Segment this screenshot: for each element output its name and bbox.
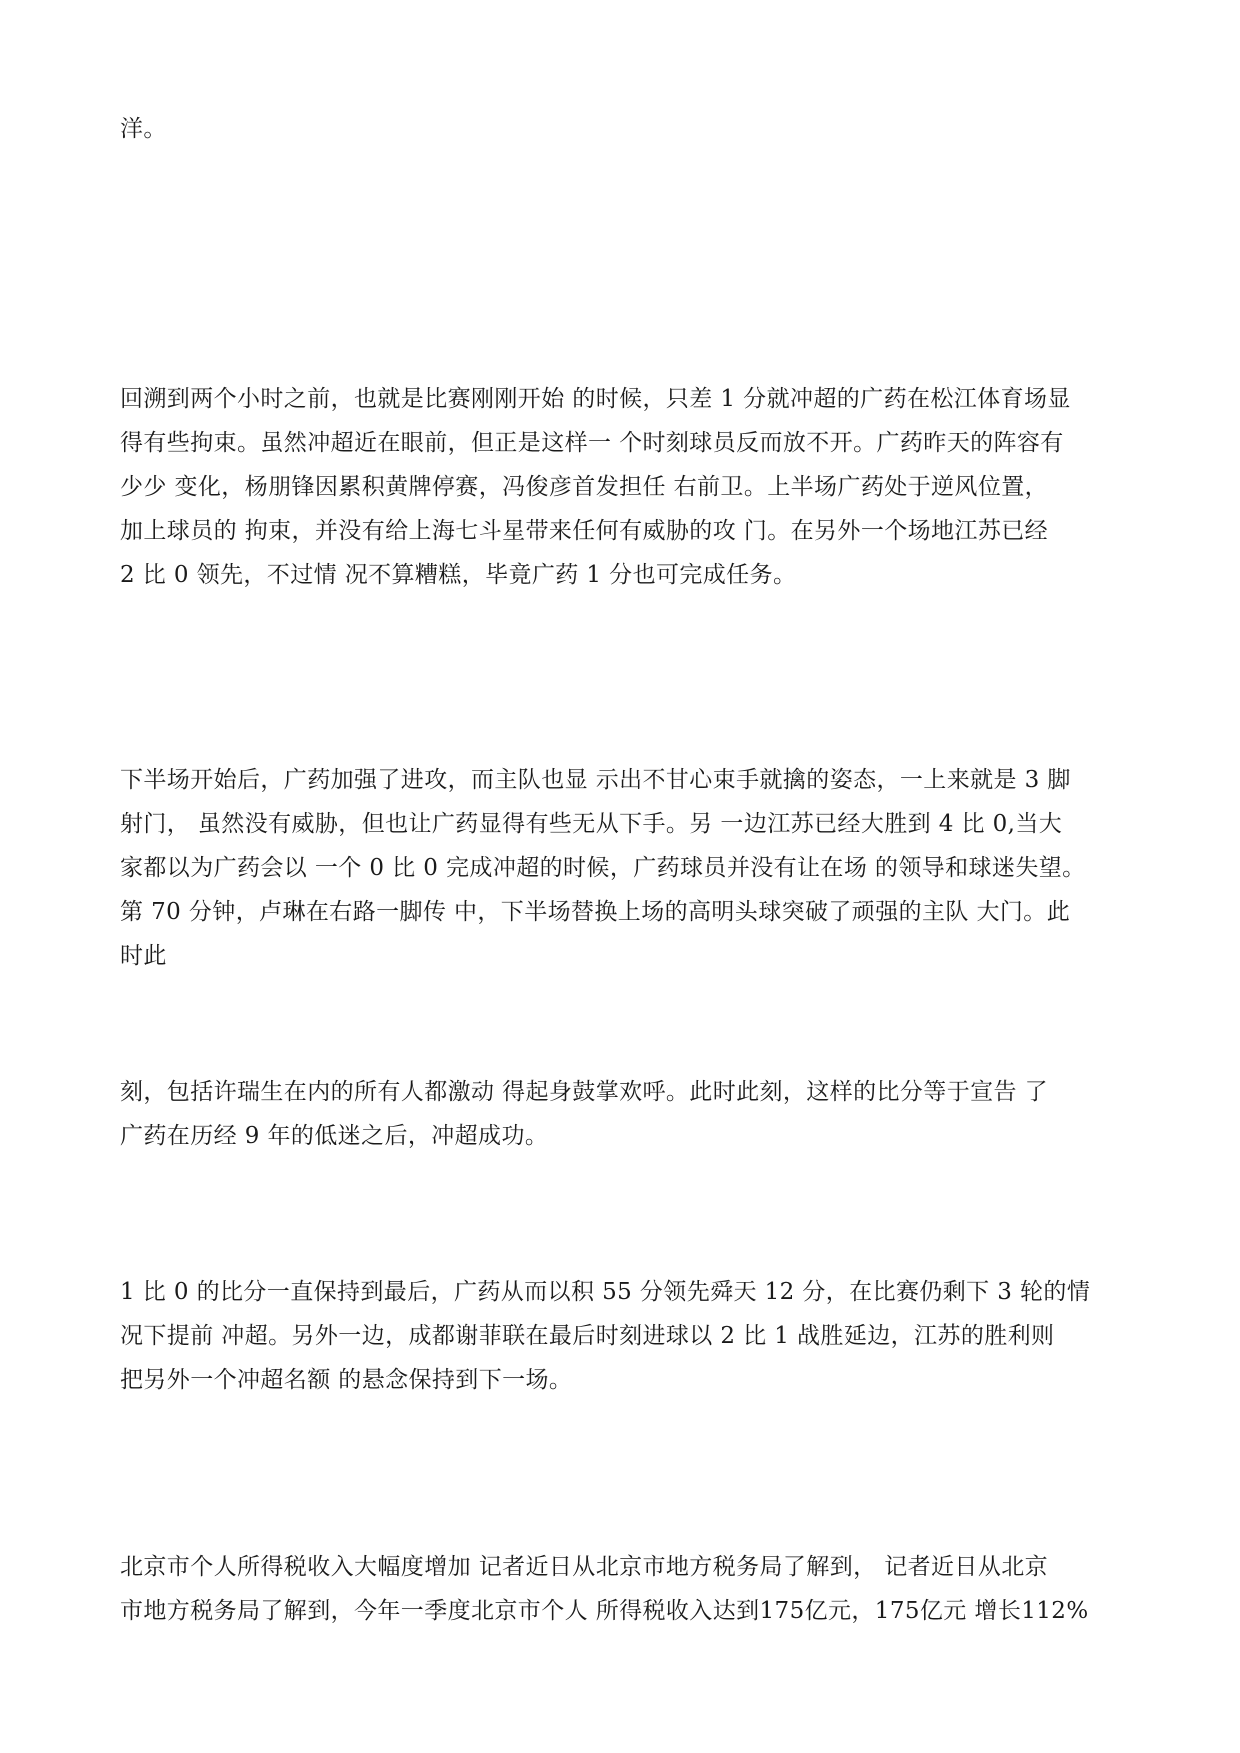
text-line: 家都以为广药会以 一个 0 比 0 完成冲超的时候，广药球员并没有让在场 的领导和球迷失望。 [120,855,1086,881]
paragraph-6 [120,1545,1125,1633]
text-line: 市地方税务局了解到，今年一季度北京市个人 所得税收入达到175亿元，175亿元 增长112% [120,1598,1089,1624]
text-line: 北京市个人所得税收入大幅度增加 记者近日从北京市地方税务局了解到， 记者近日从北京 [120,1554,1049,1580]
paragraph-3 [120,758,1125,978]
text-line: 射门， 虽然没有威胁，但也让广药显得有些无从下手。另 一边江苏已经大胜到 4 比 0,当大 [120,811,1063,837]
text-line: 少少 变化，杨朋锋因累积黄牌停赛，冯俊彦首发担任 右前卫。上半场广药处于逆风位置， [120,474,1049,500]
paragraph-5 [120,1270,1125,1402]
paragraph-2 [120,377,1125,597]
text-line: 洋。 [120,116,167,142]
paragraph-1 [120,107,1125,151]
text-line: 时此 [120,943,167,969]
paragraph-4 [120,1070,1125,1158]
text-line: 刻，包括许瑞生在内的所有人都激动 得起身鼓掌欢呼。此时此刻，这样的比分等于宣告 了 [120,1079,1049,1105]
text-line: 得有些拘束。虽然冲超近在眼前，但正是这样一 个时刻球员反而放不开。广药昨天的阵容有 [120,430,1064,456]
text-line: 把另外一个冲超名额 的悬念保持到下一场。 [120,1367,573,1393]
text-line: 回溯到两个小时之前，也就是比赛刚刚开始 的时候，只差 1 分就冲超的广药在松江体育场显 [120,386,1071,412]
text-line: 2 比 0 领先，不过情 况不算糟糕，毕竟广药 1 分也可完成任务。 [120,562,797,588]
text-line: 1 比 0 的比分一直保持到最后，广药从而以积 55 分领先舜天 12 分，在比赛仍剩下 3 轮的情 [120,1279,1091,1305]
text-line: 况下提前 冲超。另外一边，成都谢菲联在最后时刻进球以 2 比 1 战胜延边，江苏的胜利则 [120,1323,1055,1349]
text-line: 第 70 分钟，卢琳在右路一脚传 中，下半场替换上场的高明头球突破了顽强的主队 大门。此 [120,899,1071,925]
text-line: 下半场开始后，广药加强了进攻，而主队也显 示出不甘心束手就擒的姿态，一上来就是 3 脚 [120,767,1071,793]
text-line: 广药在历经 9 年的低迷之后，冲超成功。 [120,1123,549,1149]
text-line: 加上球员的 拘束，并没有给上海七斗星带来任何有威胁的攻 门。在另外一个场地江苏已经 [120,518,1049,544]
